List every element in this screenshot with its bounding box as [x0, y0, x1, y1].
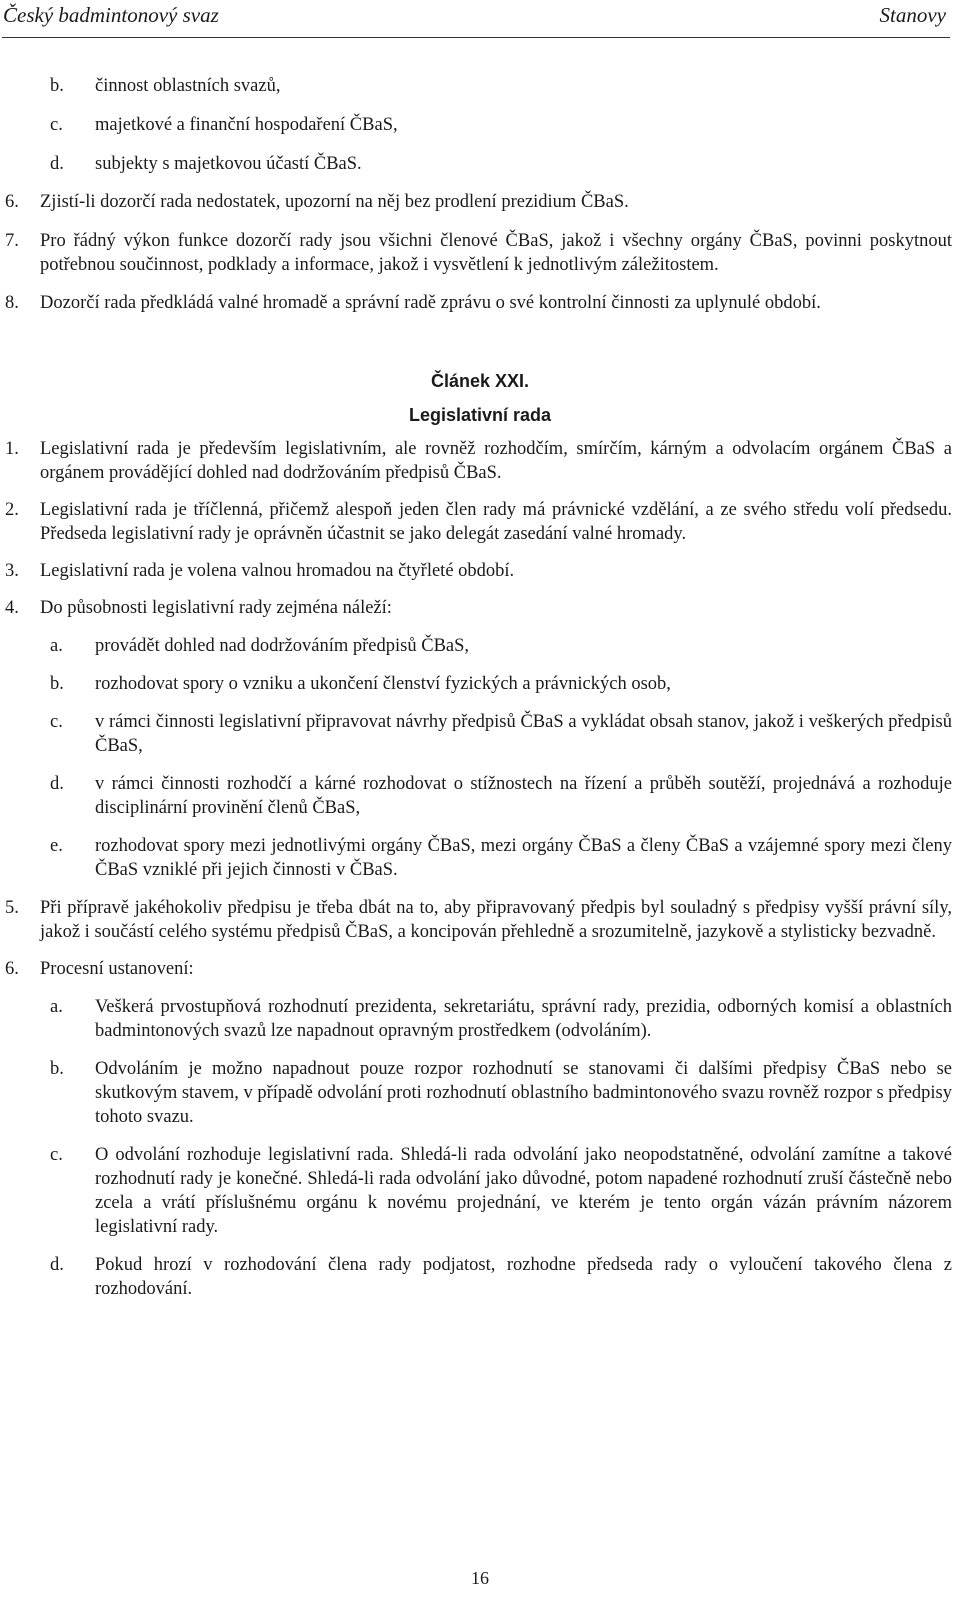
- paragraph-text: Legislativní rada je především legislativním, ale rovněž rozhodčím, smírčím, kárným a odvolacím orgánem ČBaS a orgánem provádějící dohled nad dodržováním předpisů ČBaS.: [40, 439, 952, 483]
- list-item: [0, 634, 960, 658]
- item-text: majetkové a finanční hospodaření ČBaS,: [95, 115, 398, 135]
- page-number: 16: [471, 1568, 489, 1588]
- item-text: subjekty s majetkovou účastí ČBaS.: [95, 154, 362, 174]
- paragraph-marker: 5.: [5, 898, 19, 918]
- article-title: Legislativní rada: [408, 405, 552, 425]
- paragraph-text: Legislativní rada je tříčlenná, přičemž alespoň jeden člen rady má právnické vzdělání, a ze svého středu volí předsedu. Předseda legislativní rady je oprávněn účastnit se jako delegát zasedání valné hromady.: [40, 500, 952, 544]
- list-item: [0, 672, 960, 696]
- item-text: provádět dohled nad dodržováním předpisů ČBaS,: [95, 636, 470, 656]
- paragraph: [0, 229, 960, 277]
- paragraph: [0, 596, 960, 620]
- item-marker: c.: [50, 115, 63, 135]
- item-marker: b.: [50, 76, 64, 96]
- paragraph: [0, 437, 960, 485]
- item-marker: b.: [50, 1059, 64, 1079]
- paragraph-text: Do působnosti legislativní rady zejména náleží:: [40, 598, 392, 618]
- header-organization: Český badmintonový svaz: [3, 3, 219, 27]
- item-text: činnost oblastních svazů,: [95, 76, 281, 96]
- paragraph-marker: 2.: [5, 500, 19, 520]
- paragraph-marker: 3.: [5, 561, 19, 581]
- paragraph: [0, 291, 960, 315]
- list-item: [0, 710, 960, 758]
- page-header: [0, 0, 960, 50]
- item-text: v rámci činnosti rozhodčí a kárné rozhodovat o stížnostech na řízení a průběh soutěží, projednává a rozhoduje disciplinární provinění členů ČBaS,: [95, 774, 952, 818]
- item-marker: b.: [50, 674, 64, 694]
- item-text: rozhodovat spory mezi jednotlivými orgány ČBaS, mezi orgány ČBaS a členy ČBaS a vzájemné spory mezi členy ČBaS vzniklé při jejich činnosti v ČBaS.: [95, 836, 952, 880]
- list-item: [0, 113, 960, 137]
- item-text: Odvoláním je možno napadnout pouze rozpor rozhodnutí se stanovami či dalšími předpisy ČBaS nebo se skutkovým stavem, v případě odvolání proti rozhodnutí oblastního badmintonového svazu rovněž rozpor s předpisy tohoto svazu.: [95, 1059, 953, 1127]
- list-item: [0, 834, 960, 882]
- item-marker: e.: [50, 836, 63, 856]
- header-rule: [2, 37, 950, 38]
- list-item: [0, 1057, 960, 1129]
- item-text: rozhodovat spory o vzniku a ukončení členství fyzických a právnických osob,: [95, 674, 671, 694]
- list-item: [0, 1253, 960, 1301]
- list-item: [0, 772, 960, 820]
- paragraph-marker: 1.: [5, 439, 19, 459]
- header-document-title: Stanovy: [879, 3, 946, 27]
- item-text: v rámci činnosti legislativní připravovat návrhy předpisů ČBaS a vykládat obsah stanov, jakož i veškerých předpisů ČBaS,: [95, 712, 952, 756]
- list-item: [0, 995, 960, 1043]
- item-marker: a.: [50, 636, 63, 656]
- paragraph: [0, 896, 960, 944]
- paragraph-marker: 6.: [5, 959, 19, 979]
- paragraph-text: Procesní ustanovení:: [40, 959, 194, 979]
- item-text: O odvolání rozhoduje legislativní rada. Shledá-li rada odvolání jako neopodstatněné, odvolání zamítne a takové rozhodnutí rady je konečné. Shledá-li rada odvolání jako důvodné, potom napadené rozhodnutí zruší částečně nebo zcela a vrátí příslušnému orgánu k novému projednání, ve kterém je tento orgán vázán právním názorem legislativní rady.: [95, 1145, 952, 1237]
- paragraph-text: Dozorčí rada předkládá valné hromadě a správní radě zprávu o své kontrolní činnosti za uplynulé období.: [40, 293, 821, 313]
- list-item: [0, 152, 960, 176]
- paragraph: [0, 559, 960, 583]
- item-marker: c.: [50, 1145, 63, 1165]
- item-marker: d.: [50, 1255, 64, 1275]
- item-marker: d.: [50, 774, 64, 794]
- paragraph: [0, 957, 960, 981]
- paragraph-text: Zjistí-li dozorčí rada nedostatek, upozorní na něj bez prodlení prezidium ČBaS.: [40, 192, 629, 212]
- document-body: [0, 70, 960, 1301]
- list-item: [0, 1143, 960, 1239]
- paragraph-text: Pro řádný výkon funkce dozorčí rady jsou všichni členové ČBaS, jakož i všechny orgány ČBaS, povinni poskytnout potřebnou součinnost, podklady a informace, jakož i vysvětlení k jednotlivým záležitostem.: [40, 231, 952, 275]
- paragraph-marker: 4.: [5, 598, 19, 618]
- item-text: Pokud hrozí v rozhodování člena rady podjatost, rozhodne předseda rady o vyloučení takového člena z rozhodování.: [95, 1255, 952, 1299]
- item-marker: c.: [50, 712, 63, 732]
- item-text: Veškerá prvostupňová rozhodnutí prezidenta, sekretariátu, správní rady, prezidia, odborných komisí a oblastních badmintonových svazů lze napadnout opravným prostředkem (odvoláním).: [95, 997, 952, 1041]
- paragraph-marker: 6.: [5, 192, 19, 212]
- list-item: [0, 74, 960, 98]
- paragraph-marker: 8.: [5, 293, 19, 313]
- paragraph-text: Legislativní rada je volena valnou hromadou na čtyřleté období.: [40, 561, 515, 581]
- item-marker: a.: [50, 997, 63, 1017]
- paragraph-marker: 7.: [5, 231, 19, 251]
- article-number: Článek XXI.: [430, 371, 530, 391]
- paragraph-text: Při přípravě jakéhokoliv předpisu je třeba dbát na to, aby připravovaný předpis byl souladný s předpisy vyšší právní síly, jakož i součástí celého systému předpisů ČBaS, a koncipován přehledně a srozumitelně, jazykově a stylisticky bezvadně.: [40, 898, 952, 942]
- item-marker: d.: [50, 154, 64, 174]
- paragraph: [0, 190, 960, 214]
- paragraph: [0, 498, 960, 546]
